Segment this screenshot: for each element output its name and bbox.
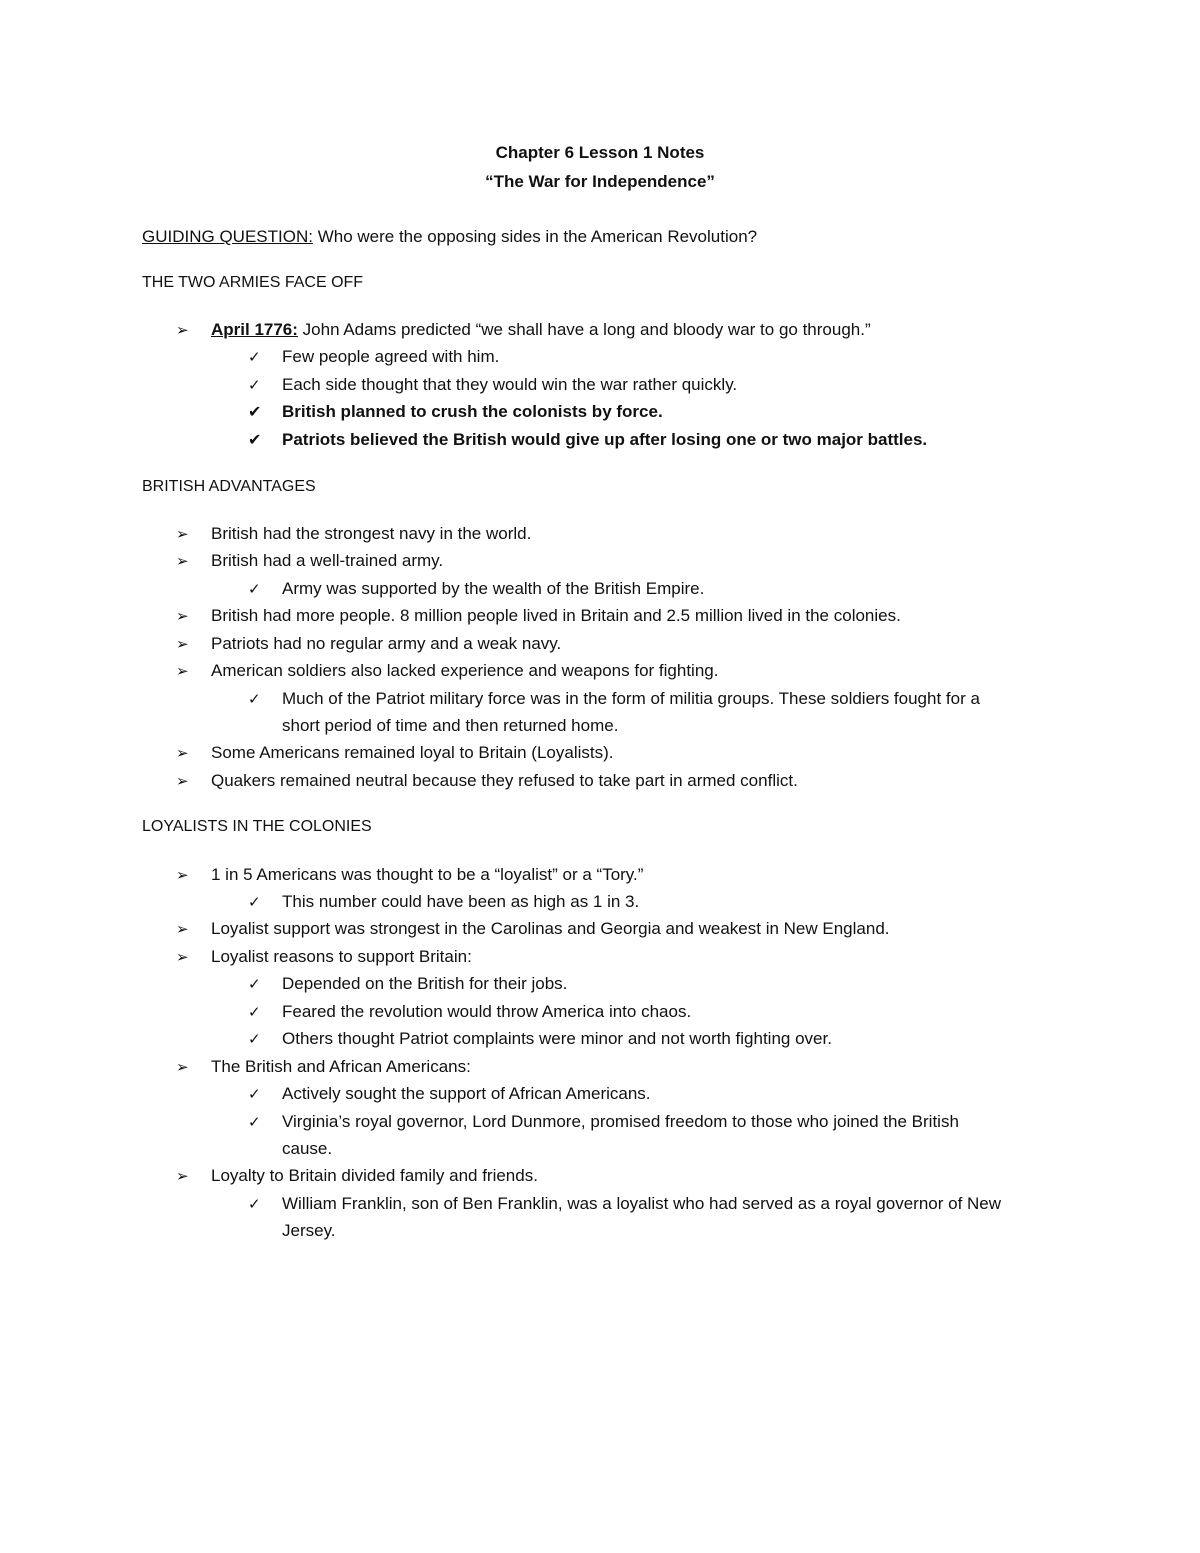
checkmark-icon: ✓ [248,1113,261,1131]
arrow-bullet-icon: ➢ [176,772,189,790]
sub-list-item: Much of the Patriot military force was in the form of militia groups. These soldiers fought for a [282,689,980,708]
checkmark-icon: ✔ [248,430,262,449]
sub-list-item: Virginia’s royal governor, Lord Dunmore, promised freedom to those who joined the British [282,1112,959,1131]
list-item: The British and African Americans: [211,1057,471,1076]
sub-list-item: Army was supported by the wealth of the British Empire. [282,579,705,598]
arrow-bullet-icon: ➢ [176,552,189,570]
list-item: American soldiers also lacked experience and weapons for fighting. [211,661,719,680]
list-item: British had a well-trained army. [211,551,444,570]
document-title: Chapter 6 Lesson 1 Notes [495,143,705,162]
checkmark-icon: ✓ [248,1085,261,1103]
arrow-bullet-icon: ➢ [176,1167,189,1185]
list-item: Loyalist reasons to support Britain: [211,947,472,966]
checkmark-icon: ✓ [248,1195,261,1213]
sub-list-item: Others thought Patriot complaints were minor and not worth fighting over. [282,1029,832,1048]
arrow-bullet-icon: ➢ [176,1058,189,1076]
list-item [211,320,871,340]
guiding-question [142,227,757,247]
checkmark-icon: ✓ [248,580,261,598]
date-label: April 1776: [211,320,298,339]
sub-list-item: Actively sought the support of African Americans. [282,1084,651,1103]
list-item: 1 in 5 Americans was thought to be a “loyalist” or a “Tory.” [211,865,644,884]
sub-list-item: British planned to crush the colonists by force. [282,402,663,421]
arrow-bullet-icon: ➢ [176,525,189,543]
list-item: Quakers remained neutral because they refused to take part in armed conflict. [211,771,798,790]
list-item: Loyalty to Britain divided family and friends. [211,1166,538,1185]
sub-list-item-continued: short period of time and then returned home. [282,716,619,735]
checkmark-icon: ✓ [248,975,261,993]
arrow-bullet-icon: ➢ [176,866,189,884]
document-subtitle: “The War for Independence” [485,172,715,191]
checkmark-icon: ✓ [248,348,261,366]
section-heading-british-advantages: BRITISH ADVANTAGES [142,478,316,495]
arrow-bullet-icon: ➢ [176,321,189,339]
list-item: Patriots had no regular army and a weak navy. [211,634,562,653]
list-item: Loyalist support was strongest in the Carolinas and Georgia and weakest in New England. [211,919,890,938]
arrow-bullet-icon: ➢ [176,920,189,938]
arrow-bullet-icon: ➢ [176,744,189,762]
arrow-bullet-icon: ➢ [176,948,189,966]
checkmark-icon: ✓ [248,1030,261,1048]
sub-list-item: William Franklin, son of Ben Franklin, was a loyalist who had served as a royal governor of New [282,1194,1002,1213]
checkmark-icon: ✓ [248,1003,261,1021]
list-item: British had the strongest navy in the world. [211,524,532,543]
sub-list-item: Feared the revolution would throw America into chaos. [282,1002,692,1021]
guiding-question-label: GUIDING QUESTION: [142,227,313,246]
arrow-bullet-icon: ➢ [176,607,189,625]
list-item: British had more people. 8 million people lived in Britain and 2.5 million lived in the colonies. [211,606,901,625]
sub-list-item-continued: Jersey. [282,1221,336,1240]
arrow-bullet-icon: ➢ [176,662,189,680]
sub-list-item: Patriots believed the British would give up after losing one or two major battles. [282,430,928,449]
sub-list-item: Depended on the British for their jobs. [282,974,568,993]
guiding-question-text: Who were the opposing sides in the American Revolution? [312,227,758,246]
arrow-bullet-icon: ➢ [176,635,189,653]
sub-list-item: Few people agreed with him. [282,347,500,366]
section-heading-loyalists: LOYALISTS IN THE COLONIES [142,818,372,835]
list-item: Some Americans remained loyal to Britain (Loyalists). [211,743,614,762]
section-heading-armies: THE TWO ARMIES FACE OFF [142,274,364,291]
sub-list-item-continued: cause. [282,1139,333,1158]
sub-list-item: This number could have been as high as 1 in 3. [282,892,640,911]
checkmark-icon: ✓ [248,690,261,708]
checkmark-icon: ✔ [248,402,262,421]
list-item-text: John Adams predicted “we shall have a long and bloody war to go through.” [297,320,871,339]
checkmark-icon: ✓ [248,376,261,394]
checkmark-icon: ✓ [248,893,261,911]
sub-list-item: Each side thought that they would win the war rather quickly. [282,375,738,394]
